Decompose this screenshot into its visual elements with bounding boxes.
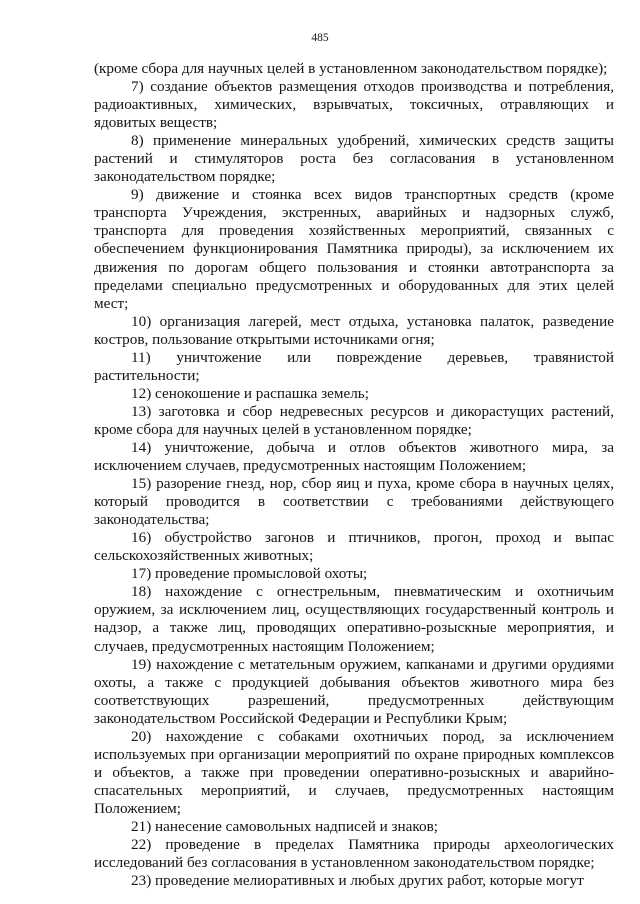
paragraph: 20) нахождение с собаками охотничьих пород, за исключением используемых при организации мероприятий по охране природных комплексов и объектов, а также при проведении оперативно-розыскных и аварийно-спасательных мероприятий, и случаев, предусмотренных настоящим Положением; <box>94 727 614 817</box>
paragraph: 21) нанесение самовольных надписей и знаков; <box>131 817 439 835</box>
paragraph: 14) уничтожение, добыча и отлов объектов животного мира, за исключением случаев, предусмотренных настоящим Положением; <box>94 438 614 475</box>
paragraph: 13) заготовка и сбор недревесных ресурсов и дикорастущих растений, кроме сбора для научных целей в установленном порядке; <box>94 402 614 438</box>
paragraph: 15) разорение гнезд, нор, сбор яиц и пуха, кроме сбора в научных целях, который проводится в соответствии с требованиями действующего законодательства; <box>94 475 614 529</box>
paragraph: 17) проведение промысловой охоты; <box>131 565 368 583</box>
paragraph: 9) движение и стоянка всех видов транспортных средств (кроме транспорта Учреждения, экстренных, аварийных и надзорных служб, транспорта для проведения хозяйственных мероприятий, связанных с обеспечением функционирования Памятника природы), за исключением их движения по дорогам общего пользования и стоянки автотранспорта за пределами специально предусмотренных и оборудованных для этих целей мест; <box>94 186 614 312</box>
page-number: 485 <box>311 32 329 44</box>
paragraph: 18) нахождение с огнестрельным, пневматическим и охотничьим оружием, за исключением лиц, осуществляющих государственный контроль и надзор, а также лиц, проводящих оперативно-розыскные мероприятия, и случаев, предусмотренных настоящим Положением; <box>94 583 614 655</box>
paragraph: 8) применение минеральных удобрений, химических средств защиты растений и стимуляторов роста без согласования в установленном законодательством порядке; <box>94 132 614 186</box>
paragraph: 11) уничтожение или повреждение деревьев, травянистой растительности; <box>94 348 614 384</box>
document-body <box>94 60 614 890</box>
paragraph: 16) обустройство загонов и птичников, прогон, проход и выпас сельскохозяйственных животных; <box>94 529 614 565</box>
paragraph: (кроме сбора для научных целей в установленном законодательством порядке); <box>94 60 608 77</box>
paragraph: 10) организация лагерей, мест отдыха, установка палаток, разведение костров, пользование открытыми источниками огня; <box>94 312 614 348</box>
paragraph: 7) создание объектов размещения отходов производства и потребления, радиоактивных, химических, взрывчатых, токсичных, отравляющих и ядовитых веществ; <box>94 78 614 132</box>
paragraph: 19) нахождение с метательным оружием, капканами и другими орудиями охоты, а также с продукцией добывания объектов животного мира без соответствующих разрешений, предусмотренных действующим законодательством Российской Федерации и Республики Крым; <box>94 655 614 727</box>
paragraph: 12) сенокошение и распашка земель; <box>131 384 369 402</box>
paragraph: 23) проведение мелиоративных и любых других работ, которые могут <box>131 872 584 890</box>
paragraph: 22) проведение в пределах Памятника природы археологических исследований без согласования в установленном законодательством порядке; <box>94 836 614 872</box>
